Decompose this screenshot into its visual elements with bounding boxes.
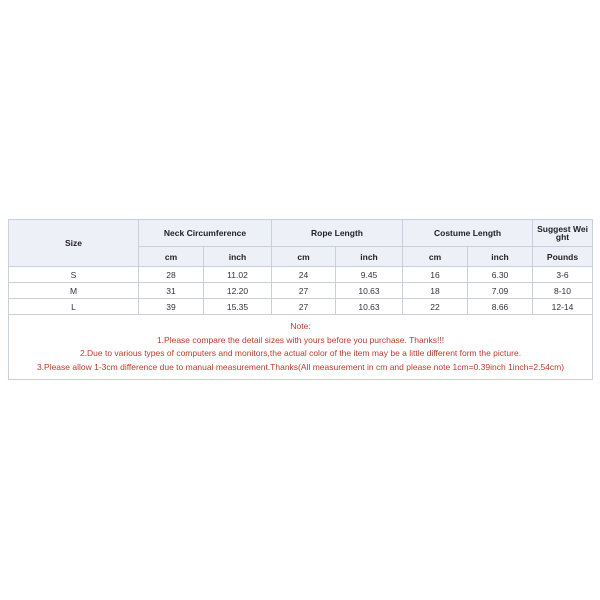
weight-cell: 12-14 — [533, 299, 593, 315]
size-header: Size — [9, 220, 139, 267]
weight-cell: 8-10 — [533, 283, 593, 299]
table-row — [9, 299, 593, 315]
rope-cm-cell: 24 — [272, 267, 336, 283]
rope-inch-header: inch — [336, 247, 403, 267]
suggest-weight-header: Suggest Wei ght — [533, 220, 593, 247]
size-table — [8, 219, 593, 380]
costume-cm-cell: 22 — [403, 299, 468, 315]
neck-inch-cell: 12.20 — [204, 283, 272, 299]
rope-cm-cell: 27 — [272, 283, 336, 299]
neck-inch-cell: 15.35 — [204, 299, 272, 315]
neck-cm-cell: 28 — [139, 267, 204, 283]
note-title: Note: — [290, 321, 311, 331]
rope-length-header: Rope Length — [272, 220, 403, 247]
note-line-2: 2.Due to various types of computers and monitors,the actual color of the item may be a little different form the picture. — [79, 348, 522, 358]
costume-length-header: Costume Length — [403, 220, 533, 247]
costume-inch-header: inch — [468, 247, 533, 267]
costume-inch-cell: 7.09 — [468, 283, 533, 299]
neck-cm-cell: 31 — [139, 283, 204, 299]
rope-cm-header: cm — [272, 247, 336, 267]
rope-cm-cell: 27 — [272, 299, 336, 315]
table-row — [9, 267, 593, 283]
costume-cm-header: cm — [403, 247, 468, 267]
costume-cm-cell: 18 — [403, 283, 468, 299]
notes-row — [9, 315, 593, 380]
table-row — [9, 283, 593, 299]
neck-circumference-header: Neck Circumference — [139, 220, 272, 247]
costume-inch-cell: 8.66 — [468, 299, 533, 315]
neck-cm-header: cm — [139, 247, 204, 267]
rope-inch-cell: 10.63 — [336, 283, 403, 299]
costume-inch-cell: 6.30 — [468, 267, 533, 283]
rope-inch-cell: 10.63 — [336, 299, 403, 315]
note-line-1: 1.Please compare the detail sizes with yours before you purchase. Thanks!!! — [156, 334, 445, 345]
rope-inch-cell: 9.45 — [336, 267, 403, 283]
size-cell: M — [9, 283, 139, 299]
size-chart — [8, 219, 592, 380]
weight-cell: 3-6 — [533, 267, 593, 283]
weight-unit-header: Pounds — [533, 247, 593, 267]
neck-inch-cell: 11.02 — [204, 267, 272, 283]
header-row — [9, 220, 593, 247]
neck-inch-header: inch — [204, 247, 272, 267]
neck-cm-cell: 39 — [139, 299, 204, 315]
size-cell: S — [9, 267, 139, 283]
notes-cell — [9, 315, 593, 380]
size-cell: L — [9, 299, 139, 315]
note-line-3: 3.Please allow 1-3cm difference due to manual measurement.Thanks(All measurement in cm and please note 1cm=0.39inch 1inch=2.54cm) — [36, 361, 565, 372]
costume-cm-cell: 16 — [403, 267, 468, 283]
